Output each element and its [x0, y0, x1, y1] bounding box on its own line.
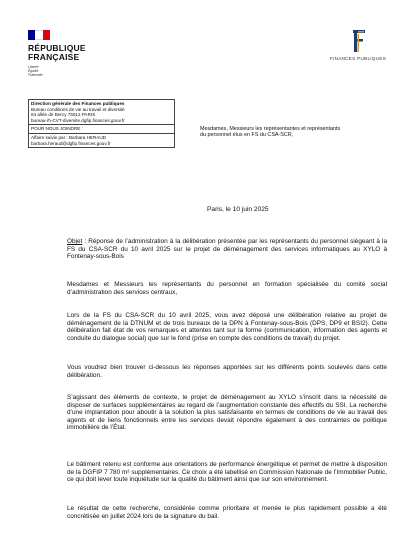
recipient-line-2: du personnel élus en FS du CSA-SCR,: [200, 132, 294, 139]
flag-white: [35, 30, 42, 40]
letter-paragraph-2: Lors de la FS du CSA-SCR du 10 avril 2025, vous avez déposé une délibération relative au projet de déménagement de la DTNUM et de trois bureaux de la DPN à Fontenay-sous-Bois (DPS, DP9 et BSI2). Cette délibération fait état de vos remarques et attentes tant sur la forme (communication, information des agents et conduite du dialogue social) que sur le fond (prise en compte des conditions de travail) du projet.: [67, 312, 387, 342]
letter-date: Paris, le 10 juin 2025: [207, 206, 269, 213]
subject-text: : Réponse de l’administration à la délibération présentée par les représentants du personnel siégeant à la FS du CSA-SCR du 10 avril 2025 sur le projet de déménagement des services informatiques au XYLO à Fontenay-sous-Bois: [67, 238, 387, 261]
letter-paragraph-4: S’agissant des éléments de contexte, le projet de déménagement au XYLO s’inscrit dans la nécessité de disposer de surfaces supplémentaires au regard de l’augmentation constante des effectifs du SSI. La recherche d’une implantation pour aboutir à la solution la plus satisfaisante en termes de conditions de vie au travail des agents et de liens fonctionnels entre les services devait répondre également à des contraintes de politique immobilière de l’État.: [67, 394, 387, 432]
republique-name: [28, 44, 108, 62]
letter-subject: [67, 238, 387, 261]
subject-label: Objet: [67, 238, 83, 245]
sender-bureau: Bureau conditions de vie au travail et diversité: [31, 106, 125, 112]
motto-line-3: Fraternité: [28, 73, 43, 77]
recipient-line-1: Mesdames, Messieurs les représentantes et représentants: [200, 126, 341, 132]
flag-icon: [28, 30, 50, 40]
sender-email: bureau-rh-CVT-diversite.dgfip.finances.gouv.fr: [31, 117, 125, 123]
sender-joindre-label: POUR NOUS JOINDRE :: [31, 126, 83, 132]
finances-publiques-label: FINANCES PUBLIQUES: [329, 56, 387, 61]
sender-direction: Direction générale des Finances publiques: [31, 101, 125, 106]
sender-address-block: [29, 100, 174, 124]
republique-francaise-logo: [28, 30, 108, 77]
finances-publiques-logo: [318, 28, 398, 61]
sender-affaire: Affaire suivie par : Barbara HERAUD: [31, 134, 106, 140]
recipient-block: [200, 126, 390, 139]
republique-line-2: FRANÇAISE: [28, 52, 80, 62]
finances-publiques-icon: [346, 28, 370, 54]
letter-paragraph-5: Le bâtiment retenu est conforme aux orientations de performance énergétique et permet de mettre à disposition de la DGFIP 7 780 m² supplémentaires. Ce choix a été labellisé en Commission Nationale de l’Immobilier Public, ce qui doit lever toute inquiétude sur la qualité du bâtiment ainsi que sur son environnement.: [67, 461, 387, 484]
sender-contact-block: [29, 133, 174, 147]
flag-red: [43, 30, 50, 40]
sender-joindre-block: [29, 124, 174, 133]
republique-line-1: RÉPUBLIQUE: [28, 43, 86, 53]
letter-paragraph-3: Vous voudrez bien trouver ci-dessous les réponses apportées sur les différents points soulevés dans cette délibération.: [67, 364, 387, 379]
flag-blue: [28, 30, 35, 40]
sender-contact-email: barbara.heraud@dgfip.finances.gouv.fr: [31, 140, 111, 146]
republique-motto: [28, 65, 108, 77]
sender-box: [28, 99, 175, 148]
letter-paragraph-6: Le résultat de cette recherche, considérée comme prioritaire et menée le plus rapidement possible a été concrétisée en juillet 2024 lors de la signature du bail.: [67, 505, 387, 520]
motto-line-2: Égalité: [28, 69, 39, 73]
motto-line-1: Liberté: [28, 65, 39, 69]
letter-paragraph-1: Mesdames et Messieurs les représentants du personnel en formation spécialisée du comité social d’administration des services centraux,: [67, 281, 387, 296]
sender-address: 64 allée de Bercy 75012 PARIS: [31, 112, 96, 118]
